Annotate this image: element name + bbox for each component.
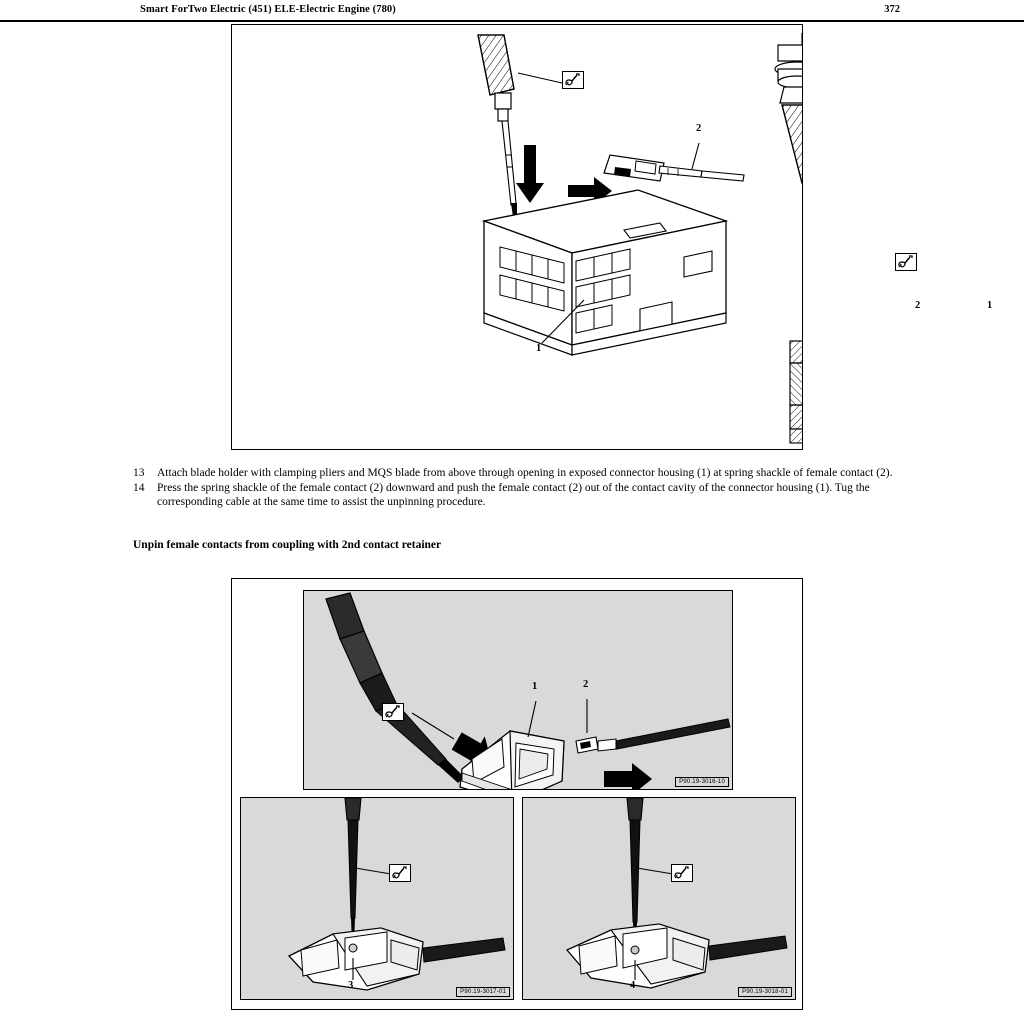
figure1-callout-1: 1 [536, 343, 542, 354]
figure-1 [231, 24, 993, 450]
step-text: Press the spring shackle of the female contact (2) downward and push the female contact (2) out of the contact cavity of the connector housing (1). Tug the corresponding cable at the same time to assist the unpinning procedure. [157, 481, 870, 508]
figure1-callout-1b: 1 [987, 300, 993, 311]
step-item [133, 466, 893, 481]
figure-2 [231, 578, 803, 1010]
figure-1-illustration [232, 25, 802, 449]
step-number: 13 [133, 467, 145, 479]
figure2-bl-callout-3: 3 [348, 980, 354, 991]
step-item [133, 481, 893, 510]
figure2-br-callout-4: 4 [630, 980, 636, 991]
figure2-top-callout-2: 2 [583, 679, 589, 690]
figure1-callout-2: 2 [696, 123, 702, 134]
header-divider [0, 20, 1024, 22]
section-subheading: Unpin female contacts from coupling with 2nd contact retainer [133, 539, 442, 551]
figure2-br-code: P90.19-3018-01 [738, 987, 792, 997]
page-header [140, 4, 900, 15]
blade-holder-icon [671, 864, 693, 882]
blade-holder-icon [382, 703, 404, 721]
figure2-top-callout-1: 1 [532, 681, 538, 692]
blade-holder-icon [389, 864, 411, 882]
figure2-pane-bottom-left [240, 797, 514, 1000]
step-number: 14 [133, 481, 145, 494]
figure2-br-illustration [523, 798, 795, 999]
figure2-pane-bottom-right [522, 797, 796, 1000]
procedure-steps [133, 466, 893, 510]
figure1-callout-2b: 2 [915, 300, 921, 311]
figure2-pane-top [303, 590, 733, 790]
blade-holder-icon [562, 71, 584, 89]
figure2-top-code: P90.19-3016-10 [675, 777, 729, 787]
page-number: 372 [884, 4, 900, 15]
figure2-top-illustration [304, 591, 732, 789]
figure2-bl-illustration [241, 798, 513, 999]
figure2-bl-code: P90.19-3017-01 [456, 987, 510, 997]
header-title: Smart ForTwo Electric (451) ELE-Electric Engine (780) [140, 4, 396, 15]
blade-holder-icon [895, 253, 917, 271]
step-text: Attach blade holder with clamping pliers and MQS blade from above through opening in exposed connector housing (1) at spring shackle of female contact (2). [157, 467, 893, 479]
